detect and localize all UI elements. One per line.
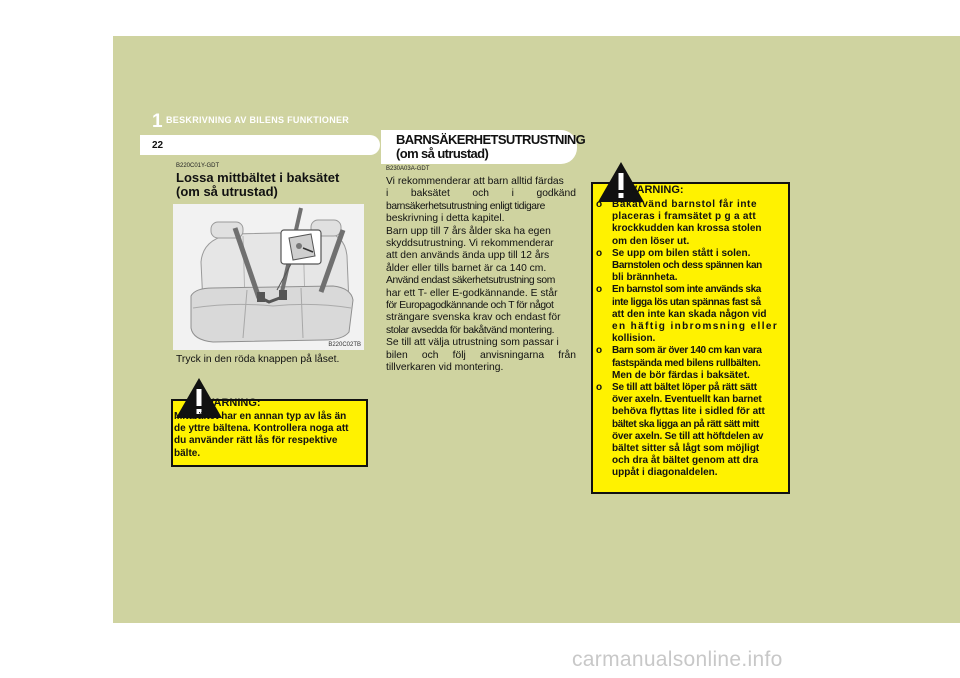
paragraph-line: stolar avsedda för bakåtvänd montering. xyxy=(386,324,555,336)
warning-item-line: Bakåtvänd barnstol får inte xyxy=(612,199,758,210)
warning-item-line: Barn som är över 140 cm kan vara xyxy=(612,345,762,357)
chapter-title: BESKRIVNING AV BILENS FUNKTIONER xyxy=(166,115,350,125)
warning-item xyxy=(596,248,786,285)
bullet-marker: o xyxy=(596,247,603,259)
section-title-line: (om så utrustad) xyxy=(176,184,278,199)
paragraph-line: Barn upp till 7 års ålder ska ha egen xyxy=(386,225,551,237)
warning-item-line: Men de bör färdas i baksätet. xyxy=(612,369,750,381)
bullet-marker: o xyxy=(596,199,603,210)
paragraph-line: Se till att välja utrustning som passar i xyxy=(386,337,559,349)
paragraph-line: bilen och följ anvisningarna från xyxy=(386,349,576,361)
warning-item-line: Se upp om bilen stått i solen. xyxy=(612,247,751,259)
warning-text-left xyxy=(174,411,366,460)
warning-item-line: om den löser ut. xyxy=(612,235,690,247)
warning-title-right: VARNING: xyxy=(630,184,684,196)
warning-item-line: behöva flyttas lite i sidled för att xyxy=(612,406,765,418)
paragraph-line: har ett T- eller E-godkännande. E står xyxy=(386,287,558,299)
bullet-marker: o xyxy=(596,345,603,357)
watermark-text: carmanualsonline.info xyxy=(572,648,783,671)
warning-item-line: bältet ska ligga an på rätt sätt mitt xyxy=(612,418,759,430)
warning-item-line: bli brännheta. xyxy=(612,272,678,284)
paragraph-line: Använd endast säkerhetsutrustning som xyxy=(386,275,555,287)
warning-item-line: inte ligga lös utan spännas fast så xyxy=(612,296,761,308)
chapter-number: 1 xyxy=(152,111,163,132)
instruction-text: Tryck in den röda knappen på låset. xyxy=(176,354,340,365)
child-safety-title-line: BARNSÄKERHETSUTRUSTNING xyxy=(396,132,586,147)
paragraph-line: ålder eller tills barnet är ca 140 cm. xyxy=(386,262,547,274)
child-safety-title-line: (om så utrustad) xyxy=(396,146,489,161)
child-safety-paragraph xyxy=(386,176,576,375)
paragraph-line: strängare svenska krav och endast för xyxy=(386,312,561,324)
paragraph-line: barnsäkerhetsutrustning enligt tidigare xyxy=(386,200,545,212)
page-number: 22 xyxy=(152,140,164,151)
warning-item-line: uppåt i diagonaldelen. xyxy=(612,467,718,479)
paragraph-line: i baksätet och i godkänd xyxy=(386,188,576,200)
section-title xyxy=(176,171,339,199)
paragraph-line: tillverkaren vid montering. xyxy=(386,362,504,374)
warning-line: du använder rätt lås för respektive xyxy=(174,435,338,447)
warning-triangle-icon xyxy=(596,160,646,204)
warning-item-line: över axeln. Eventuellt kan barnet xyxy=(612,394,762,406)
section-title-line: Lossa mittbältet i baksätet xyxy=(176,170,340,185)
warning-item xyxy=(596,345,786,382)
warning-list xyxy=(596,199,786,480)
warning-item-line: och dra åt bältet genom att dra xyxy=(612,455,759,467)
warning-item xyxy=(596,199,786,248)
warning-line: de yttre bältena. Kontrollera noga att xyxy=(174,423,349,435)
bullet-marker: o xyxy=(596,382,603,394)
paragraph-line: för Europagodkännande och T för något xyxy=(386,300,554,312)
warning-item-line: kollision. xyxy=(612,333,656,345)
warning-item-line: Se till att bältet löper på rätt sätt xyxy=(612,382,757,394)
warning-item-line: att den inte kan skada någon vid xyxy=(612,308,767,320)
warning-item-line: krockkudden kan krossa stolen xyxy=(612,223,762,235)
section-code: B220C01Y-GDT xyxy=(176,163,220,169)
warning-list-right xyxy=(596,199,786,480)
rear-seat-illustration xyxy=(173,204,364,350)
warning-item-line: Barnstolen och dess spännen kan xyxy=(612,260,762,272)
warning-item xyxy=(596,284,786,345)
rear-seat-drawing xyxy=(173,204,364,350)
warning-item-line: fastspända med bilens rullbälten. xyxy=(612,357,761,369)
warning-item-line: En barnstol som inte används ska xyxy=(612,284,761,296)
child-safety-title xyxy=(396,133,585,161)
section-code: B230A03A-GDT xyxy=(386,166,430,172)
paragraph-line: beskrivning i detta kapitel. xyxy=(386,213,505,225)
warning-line: Mittbältet har en annan typ av lås än xyxy=(174,411,347,422)
warning-item-line: placeras i framsätet p g a att xyxy=(612,211,757,223)
paragraph-line: Vi rekommenderar att barn alltid färdas xyxy=(386,176,564,187)
bullet-marker: o xyxy=(596,284,603,296)
warning-item-line: bältet sitter så lågt som möjligt xyxy=(612,443,760,455)
warning-item-line: över axeln. Se till att höftdelen av xyxy=(612,430,764,442)
warning-title-left: VARNING: xyxy=(207,397,261,409)
paragraph-line: att den används ända upp till 12 års xyxy=(386,250,550,262)
paragraph-line: skyddsutrustning. Vi rekommenderar xyxy=(386,238,554,250)
warning-item-line: en häftig inbromsning eller xyxy=(612,321,779,333)
warning-item xyxy=(596,382,786,480)
image-caption: B220C02TB xyxy=(328,342,361,348)
page-number-tab xyxy=(140,135,380,155)
warning-line: bälte. xyxy=(174,447,201,459)
